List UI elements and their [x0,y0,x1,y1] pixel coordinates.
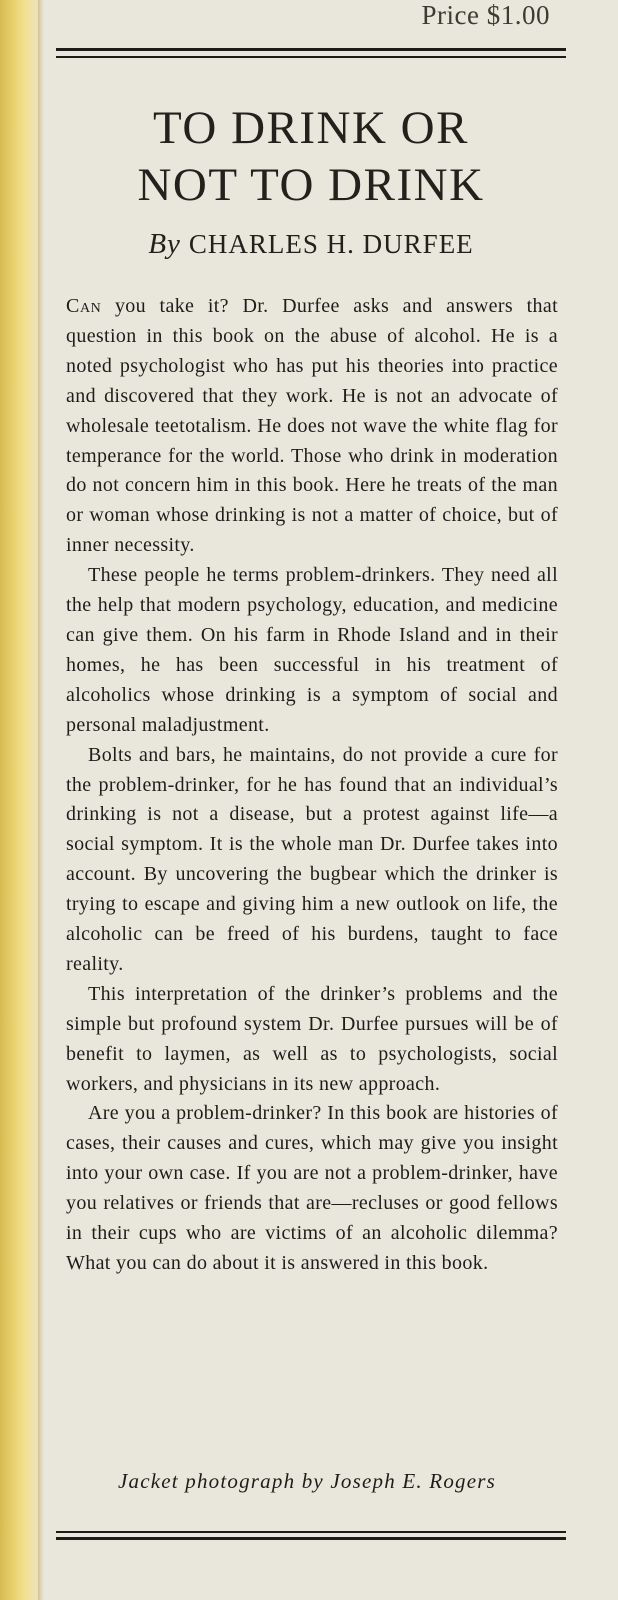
jacket-blurb [66,292,558,1279]
bottom-rule-thick [56,1537,566,1540]
blurb-paragraph-5: Are you a problem-drinker? In this book are histories of cases, their causes and cures, which may give you insight into your own case. If you are not a problem-drinker, have you relatives or friends that are—recluses or good fellows in their cups who are victims of an alcoholic dilemma? What you can do about it is answered in this book. [66,1102,558,1274]
author-name: CHARLES H. DURFEE [188,229,474,259]
title-line-2: NOT TO DRINK [137,159,485,211]
jacket-spine-edge [0,0,40,1600]
blurb-paragraph-1 [66,292,558,561]
author-byline [56,228,566,261]
blurb-paragraph-3: Bolts and bars, he maintains, do not provide a cure for the problem-drinker, for he has found that an individual’s drinking is not a disease, but a protest against life—a social symptom. It is the whole man Dr. Durfee takes into account. By uncovering the bugbear which the drinker is trying to escape and giving him a new outlook on life, the alcoholic can be freed of his burdens, taught to face reality. [66,743,558,975]
bottom-rule-thin [56,1531,566,1533]
title-line-1: TO DRINK OR [153,102,469,154]
blurb-paragraph-4: This interpretation of the drinker’s problems and the simple but profound system Dr. Durfee pursues will be of benefit to laymen, as well as to psychologists, social workers, and physicians in its new approach. [66,982,558,1095]
price-label: Price $1.00 [421,0,550,30]
blurb-lead-word: Can [66,295,102,317]
top-rule-thick [56,48,566,51]
spine-shadow [38,0,44,1600]
by-word: By [148,228,181,260]
blurb-paragraph-2: These people he terms problem-drinkers. They need all the help that modern psychology, education, and medicine can give them. On his farm in Rhode Island and in their homes, he has been successful in his treatment of alcoholics whose drinking is a symptom of social and personal maladjustment. [66,564,558,736]
book-title [56,100,566,214]
top-rule-thin [56,56,566,58]
blurb-paragraph-1-text: you take it? Dr. Durfee asks and answers that question in this book on the abuse of alcohol. He is a noted psychologist who has put his theories into practice and discovered that they work. He is not an advocate of wholesale teetotalism. He does not wave the white flag for temperance for the world. Those who drink in moderation do not concern him in this book. Here he treats of the man or woman whose drinking is not a matter of choice, but of inner necessity. [66,295,558,557]
photo-credit: Jacket photograph by Joseph E. Rogers [118,1469,496,1493]
